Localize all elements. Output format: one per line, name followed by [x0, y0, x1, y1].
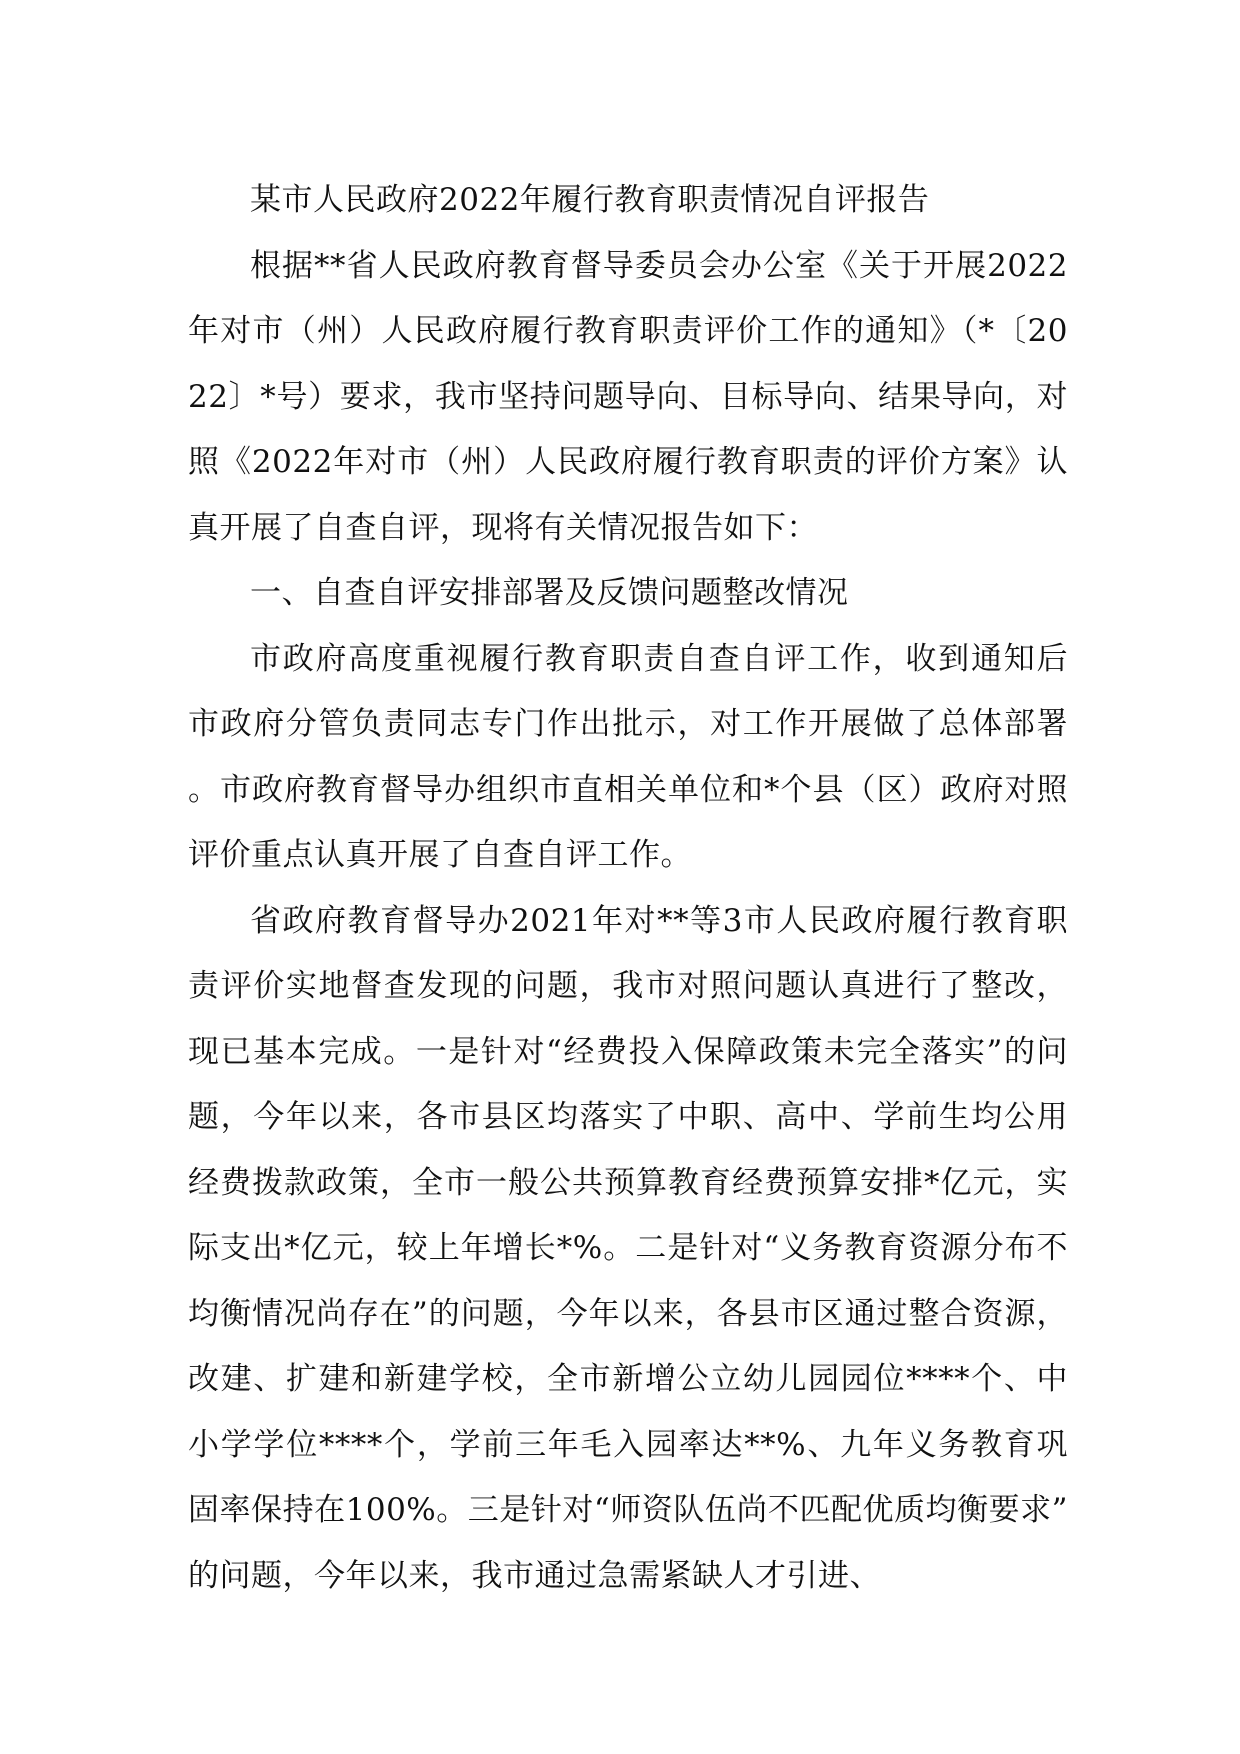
document-body [188, 168, 1068, 1609]
section-heading: 一、自查自评安排部署及反馈问题整改情况 [250, 575, 849, 611]
document-title: 某市人民政府2022年履行教育职责情况自评报告 [250, 182, 930, 218]
intro-paragraph: 根据**省人民政府教育督导委员会办公室《关于开展2022年对市（州）人民政府履行教育职责评价工作的通知》（*〔2022〕*号）要求，我市坚持问题导向、目标导向、结果导向，对照《2022年对市（州）人民政府履行教育职责的评价方案》认真开展了自查自评，现将有关情况报告如下： [188, 247, 1068, 546]
body-paragraph: 省政府教育督导办2021年对**等3市人民政府履行教育职责评价实地督查发现的问题，我市对照问题认真进行了整改，现已基本完成。一是针对“经费投入保障政策未完全落实”的问题，今年以来，各市县区均落实了中职、高中、学前生均公用经费拨款政策，全市一般公共预算教育经费预算安排*亿元，实际支出*亿元，较上年增长*%。二是针对“义务教育资源分布不均衡情况尚存在”的问题，今年以来，各县市区通过整合资源，改建、扩建和新建学校，全市新增公立幼儿园园位****个、中小学学位****个，学前三年毛入园率达**%、九年义务教育巩固率保持在100%。三是针对“师资队伍尚不匹配优质均衡要求”的问题，今年以来，我市通过急需紧缺人才引进、 [188, 902, 1068, 1594]
body-paragraph: 市政府高度重视履行教育职责自查自评工作，收到通知后市政府分管负责同志专门作出批示，对工作开展做了总体部署。市政府教育督导办组织市直相关单位和*个县（区）政府对照评价重点认真开展了自查自评工作。 [188, 640, 1068, 873]
